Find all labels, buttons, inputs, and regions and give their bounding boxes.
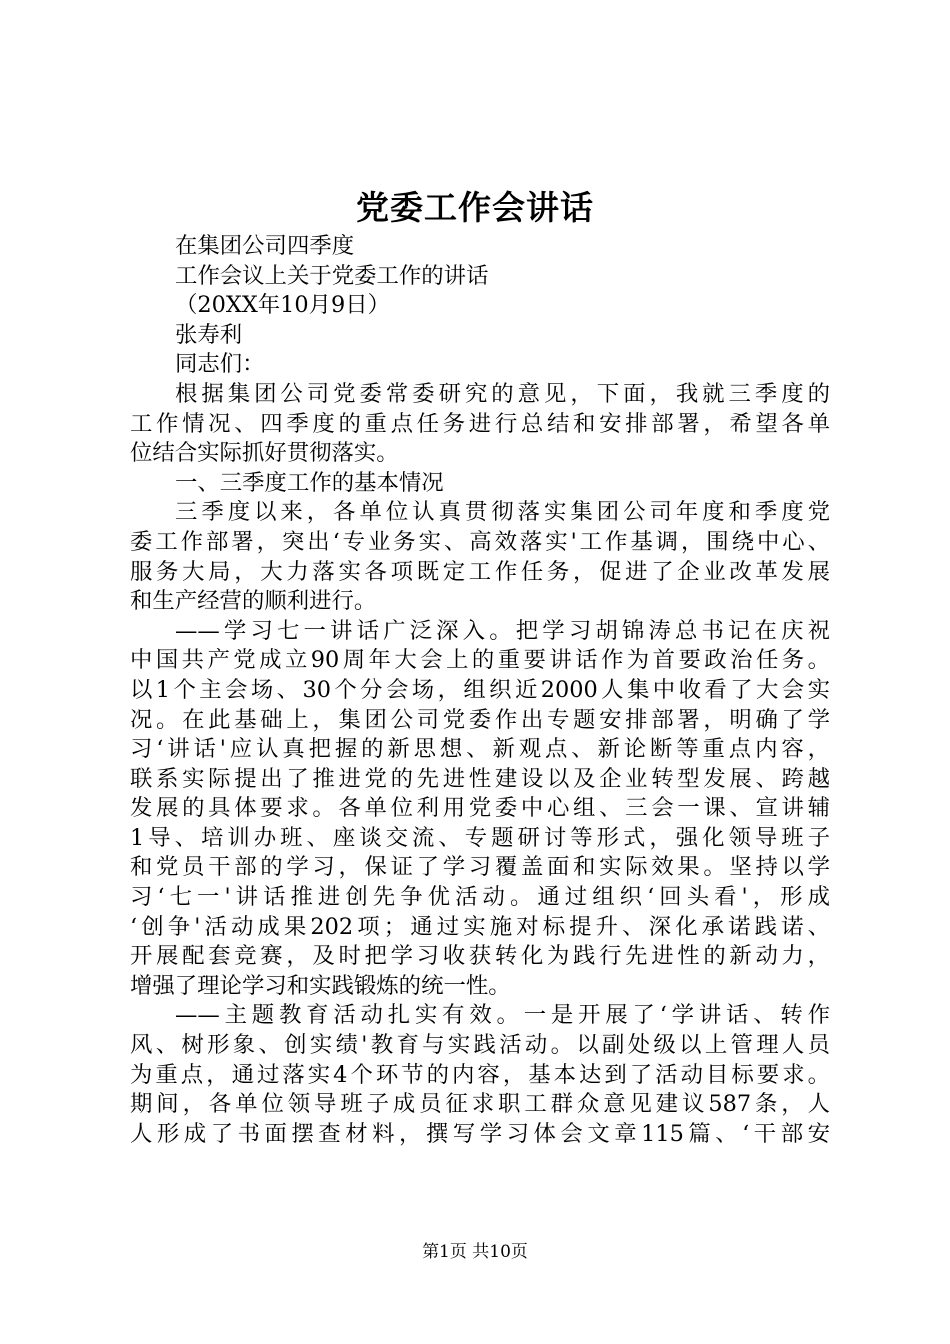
text-line: 位结合实际抓好贯彻落实。 <box>130 440 399 467</box>
text-line: 同志们： <box>175 351 265 378</box>
text-line: 张寿利 <box>175 321 243 348</box>
text-line: 中国共产党成立90周年大会上的重要讲话作为首要政治任务。 <box>130 647 830 674</box>
text-line: 人形成了书面摆查材料，撰写学习体会文章115篇、‘干部安 <box>130 1120 830 1147</box>
text-line: 和党员干部的学习，保证了学习覆盖面和实际效果。坚持以学 <box>130 854 830 881</box>
text-line: 期间，各单位领导班子成员征求职工群众意见建议587条，人 <box>130 1091 830 1118</box>
text-line: 委工作部署，突出‘专业务实、高效落实'工作基调，围绕中心、 <box>130 528 830 555</box>
text-line: 以1个主会场、30个分会场，组织近2000人集中收看了大会实 <box>130 676 830 703</box>
text-line: ‘创争'活动成果202项；通过实施对标提升、深化承诺践诺、 <box>130 913 830 940</box>
section-heading: 一、三季度工作的基本情况 <box>175 469 444 496</box>
text-line: 风、树形象、创实绩'教育与实践活动。以副处级以上管理人员 <box>130 1032 830 1059</box>
text-line: 习‘讲话'应认真把握的新思想、新观点、新论断等重点内容， <box>130 736 830 763</box>
text-line: 联系实际提出了推进党的先进性建设以及企业转型发展、跨越 <box>130 765 830 792</box>
text-line: 习‘七一'讲话推进创先争优活动。通过组织‘回头看'，形成 <box>130 884 830 911</box>
text-line: 工作会议上关于党委工作的讲话 <box>175 262 489 289</box>
page-footer: 第1页 共10页 <box>422 1242 528 1262</box>
document-title: 党委工作会讲话 <box>356 188 594 227</box>
text-line: （20XX年10月9日） <box>175 292 391 319</box>
text-line: 工作情况、四季度的重点任务进行总结和安排部署，希望各单 <box>130 410 830 437</box>
text-line: ——主题教育活动扎实有效。一是开展了‘学讲话、转作 <box>175 1002 830 1029</box>
text-line: 发展的具体要求。各单位利用党委中心组、三会一课、宣讲辅 <box>130 795 830 822</box>
text-line: 三季度以来，各单位认真贯彻落实集团公司年度和季度党 <box>175 499 830 526</box>
text-line: 在集团公司四季度 <box>175 233 355 259</box>
text-line: 增强了理论学习和实践锻炼的统一性。 <box>130 972 511 999</box>
text-line: 况。在此基础上，集团公司党委作出专题安排部署，明确了学 <box>130 706 830 733</box>
text-line: 为重点，通过落实4个环节的内容，基本达到了活动目标要求。 <box>130 1061 830 1088</box>
text-line: 服务大局，大力落实各项既定工作任务，促进了企业改革发展 <box>130 558 830 585</box>
text-line: 1导、培训办班、座谈交流、专题研讨等形式，强化领导班子 <box>130 824 830 851</box>
text-line: 和生产经营的顺利进行。 <box>130 588 377 615</box>
text-line: 开展配套竞赛，及时把学习收获转化为践行先进性的新动力， <box>130 943 830 970</box>
text-line: ——学习七一讲话广泛深入。把学习胡锦涛总书记在庆祝 <box>175 617 830 644</box>
document-body <box>130 232 830 1149</box>
text-line: 根据集团公司党委常委研究的意见，下面，我就三季度的 <box>175 380 830 407</box>
